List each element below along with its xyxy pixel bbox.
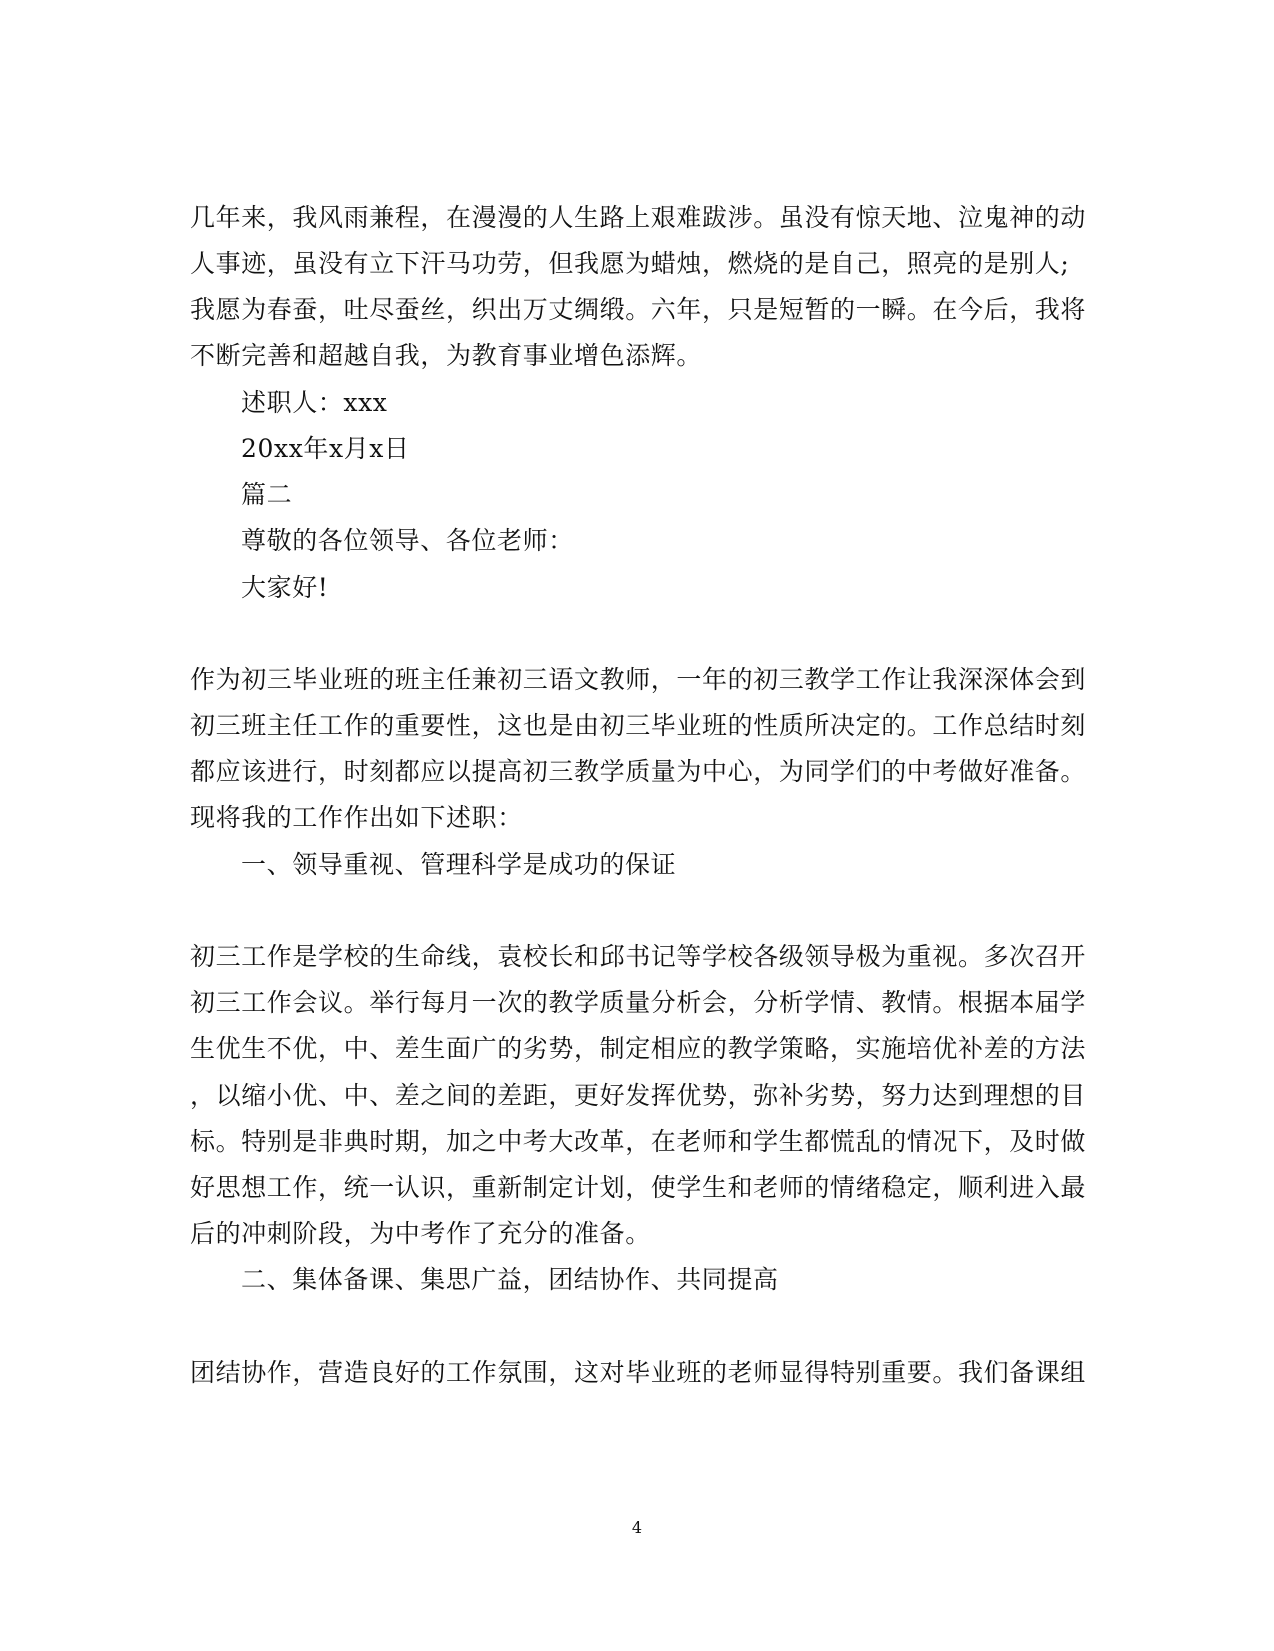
paragraph-line: 初三班主任工作的重要性，这也是由初三毕业班的性质所决定的。工作总结时刻 <box>190 711 1087 740</box>
paragraph-line: 后的冲刺阶段，为中考作了充分的准备。 <box>190 1219 651 1248</box>
paragraph-line: 作为初三毕业班的班主任兼初三语文教师，一年的初三教学工作让我深深体会到 <box>190 665 1087 694</box>
paragraph-line: 初三工作会议。举行每月一次的教学质量分析会，分析学情、教情。根据本届学 <box>190 988 1087 1017</box>
paragraph-line: 生优生不优，中、差生面广的劣势，制定相应的教学策略，实施培优补差的方法 <box>190 1034 1087 1063</box>
paragraph-line: 初三工作是学校的生命线，袁校长和邱书记等学校各级领导极为重视。多次召开 <box>190 942 1087 971</box>
greeting: 大家好! <box>241 573 329 602</box>
page-number: 4 <box>631 1518 643 1537</box>
paragraph-line: 人事迹，虽没有立下汗马功劳，但我愿为蜡烛，燃烧的是自己，照亮的是别人; <box>190 249 1070 278</box>
signature-date: 20xx年x月x日 <box>241 434 410 463</box>
paragraph-line: 团结协作，营造良好的工作氛围，这对毕业班的老师显得特别重要。我们备课组 <box>190 1358 1087 1387</box>
paragraph-line: 标。特别是非典时期，加之中考大改革，在老师和学生都慌乱的情况下，及时做 <box>190 1127 1087 1156</box>
paragraph-line: 几年来，我风雨兼程，在漫漫的人生路上艰难跋涉。虽没有惊天地、泣鬼神的动 <box>190 203 1087 232</box>
paragraph-line: ，以缩小优、中、差之间的差距，更好发挥优势，弥补劣势，努力达到理想的目 <box>190 1081 1087 1110</box>
subheading: 一、领导重视、管理科学是成功的保证 <box>241 850 677 879</box>
paragraph-line: 我愿为春蚕，吐尽蚕丝，织出万丈绸缎。六年，只是短暂的一瞬。在今后，我将 <box>190 295 1087 324</box>
paragraph-line: 好思想工作，统一认识，重新制定计划，使学生和老师的情绪稳定，顺利进入最 <box>190 1173 1087 1202</box>
paragraph-line: 现将我的工作作出如下述职： <box>190 803 523 832</box>
salutation: 尊敬的各位领导、各位老师： <box>241 526 574 555</box>
subheading: 二、集体备课、集思广益，团结协作、共同提高 <box>241 1265 779 1294</box>
paragraph-line: 都应该进行，时刻都应以提高初三教学质量为中心，为同学们的中考做好准备。 <box>190 757 1087 786</box>
section-title: 篇二 <box>241 480 293 509</box>
paragraph-line: 不断完善和超越自我，为教育事业增色添辉。 <box>190 341 703 370</box>
signature-reporter: 述职人：xxx <box>241 388 388 417</box>
